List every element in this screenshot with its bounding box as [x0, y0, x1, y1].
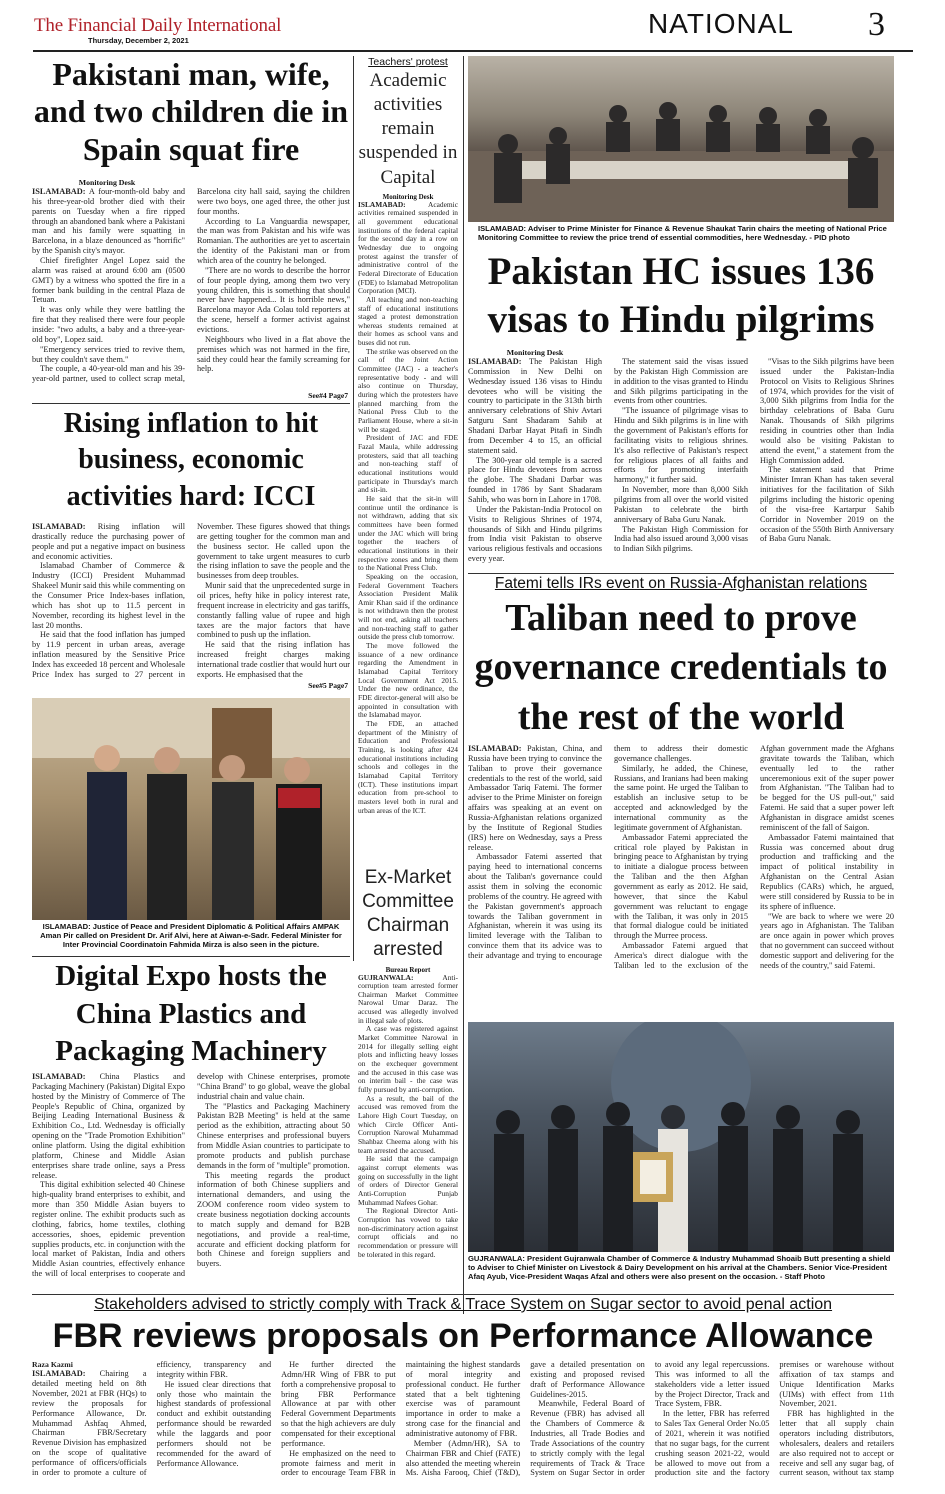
masthead-rule — [33, 50, 913, 52]
fbr-paragraph: He emphasized on the need to promote fairness and merit in order to encourage Team FBR in maintaining the highest standards of moral integrity and professional conduct. He further stated that a belt tightening exercise was of paramount importance in order to make a strong case for the financial and administrative autonomy of FBR. — [281, 1360, 521, 1478]
spain-paragraph: Chief firefighter Angel Lopez said the alarm was raised at around 6:00 am (0500 GMT) by a witness who spotted the fire in a former bank building in the central Plaza de Tetuan. — [32, 256, 185, 305]
spain-paragraph: According to La Vanguardia newspaper, the man was from Pakistan and his wife was Romanian. The authorities are yet to ascertain the identity of the Pakistani man or from which area of the country he belonged. — [197, 216, 350, 266]
teachers-paragraph: He said that the sit-in will continue until the ordinance is not withdrawn, adding that six committees have been formed under the JAC which will bring together the teachers of educational institutions in their respective zones and bring them to the National Press Club. — [358, 493, 458, 573]
masthead — [0, 0, 945, 52]
exmarket-body — [358, 974, 458, 1260]
visas-paragraph: The 300-year old temple is a sacred place for Hindu devotees from across the globe. The Shadani Darbar was founded in 1786 by Sant Shadaram Sahib, who was born in Lahore in 1708. — [468, 455, 602, 505]
exmarket-article — [358, 866, 458, 1286]
teachers-headline: Academic activities remain suspended in Capital — [358, 70, 458, 188]
spain-paragraph: A four-month-old baby and his three-year-old brother died with their parents on Tuesday when a fire ripped through an abandoned bank where a Pakistani man and his family were squatting in Barcelona, in a blaze denounced as "horrific" by the Spanish city's mayor. — [32, 187, 185, 256]
taliban-paragraph: Ambassador Fatemi argued that America's direct dialogue with the Taliban led to the exclusion of the Afghan government made the Afghans gravitate towards the Taliban, which eventually led to the rather unceremonious exit of the super power from Afghanistan. "The Taliban had to be begged for the US pull-out," said Fatemi. He said that a super power left Afghanistan in disgrace amidst scenes reminiscent of the fall of Saigon. — [614, 744, 894, 970]
visas-body — [468, 357, 894, 567]
fbr-paragraph: Meanwhile, Federal Board of Revenue (FBR) has advised all the Chambers of Commerce & Industries, all Trade Bodies and Trade Associations of the country to strictly comply with the legal requirements of Track & Trace System on Sugar Sector in order to avoid any legal repercussions. This was informed to all the stakeholders vide a letter issued by the Project Director, Track and Trace System, FBR. — [530, 1360, 770, 1478]
paper-name: The Financial Daily International — [34, 15, 282, 36]
exmarket-dateline: GUJRANWALA: — [358, 972, 414, 982]
inflation-paragraph: He said that the food inflation has jumped by 11.9 percent in urban areas, average inflation measured by the Sensitive Price Index has exceeded 18 percent and Wholesale Price Index has surged to 27 percent in November. These figures showed that things are getting tougher for the common man and the business sector. He called upon the government to take urgent measures to curb the rising inflation to save the people and the businesses from deep troubles. — [32, 522, 350, 679]
teachers-paragraph: President of JAC and FDE Fazal Maula, while addressing protesters, said that all teaching and non-teaching staff of educational institutions would participate in Thursday's march and sit-in. — [358, 433, 458, 495]
chamber-photo — [468, 1022, 894, 1252]
fbr-paragraph: Chairing a detailed meeting held on 8th November, 2021 at FBR (HQs) to review the proposals for Performance Allowance, Dr. Muhammad Ashfaq Ahmed, Chairman FBR/Secretary Revenue Division has emphasized on the scope of qualitative performance of officers/officials in order to promote a culture of efficiency, transparency and integrity within FBR. — [32, 1360, 272, 1477]
exmarket-paragraph: As a result, the bail of the accused was removed from the Lahore High Court Tuesday, on which Circle Officer Anti-Corruption Narowal Muhammad Shahbaz Cheema along with his team arrested the accused. — [358, 1093, 458, 1155]
taliban-paragraph: Ambassador Fatemi asserted that paying heed to international concerns about the Taliban's governance could assist them in solving the economic problems of the country. He agreed with the Pakistan government's approach towards the Taliban government in Afghanistan, wherein it was using its limited leverage with the Taliban to convince them that its advice was to their advantage and trying to encourage them to address their domestic governance challenges. — [468, 744, 748, 961]
spain-byline: Monitoring Desk — [78, 178, 136, 187]
inflation-article — [32, 522, 350, 690]
teachers-body — [358, 201, 458, 816]
spain-paragraph: The couple, a 40-year-old man and his 39-year-old partner, used to collect scrap metal, Barcelona city hall said, saying the children were two boys, one aged three, the other just four months. — [32, 187, 350, 384]
inflation-paragraph: He said that the rising inflation has increased freight charges making international trade costlier that would hurt our exports. He emphasised that the — [197, 640, 350, 679]
teachers-byline: Monitoring Desk — [382, 192, 434, 201]
visas-paragraph: The statement said that Prime Minister Imran Khan has taken several initiatives for the facilitation of Sikh pilgrims including the historic opening of the visa-free Kartarpur Sahib Corridor in November 2019 on the occasion of the 550th Birth Anniversary of Baba Guru Nanak. — [760, 465, 894, 544]
fbr-paragraph: In the letter, FBR has referred to Sales Tax General Order No.05 of 2021, wherein it was notified that no sugar bags, for the current crushing season 2021-22, would be allowed to move out from a production site and the factory premises or warehouse without affixation of tax stamps and Unique Identification Marks (UIMs) with effect from 11th November, 2021. — [654, 1360, 894, 1478]
expo-dateline: ISLAMABAD: — [32, 1072, 86, 1081]
fbr-kicker: Stakeholders advised to strictly comply with Track & Trace System on Sugar sector to avoid penal action — [93, 1296, 833, 1313]
fbr-body — [32, 1360, 894, 1488]
exmarket-byline: Bureau Report — [385, 965, 431, 974]
visas-byline: Monitoring Desk — [506, 348, 564, 357]
spain-paragraph: "There are no words to describe the horror of four people dying, among them two very young children, this is something that should never have happened... It is horrible news," Barcelona mayor Ada Colau told reporters at the scene, herself a former activist against evictions. — [197, 265, 350, 335]
section-rule — [32, 956, 350, 957]
expo-article — [32, 1072, 350, 1286]
expo-paragraph: China Plastics and Packaging Machinery (Pakistan) Digital Expo hosted by the Ministry of Commerce of The People's Republic of China, organized by Beijing Leading International Business & Exhibition Co., Ltd. Wednesday is officially opening on the "Trade Promotion Exhibition" online platform. Using the digital exhibition platform, Chinese and Middle Asian enterprises share trade online, says a Press release. — [32, 1072, 185, 1180]
section-rule — [468, 573, 894, 574]
teachers-paragraph: Academic activities remained suspended in all government educational institutions of the federal capital for the second day in a row on Wednesday due to ongoing protest against the transfer of administrative control of the Federal Directorate of Education (FDE) to Islamabad Metropolitan Corporation (MCI). — [358, 199, 458, 296]
teachers-kicker: Teachers' protest — [368, 56, 448, 68]
teachers-paragraph: All teaching and non-teaching staff of educational institutions staged a protest demonstration whereas students remained at their homes as school vans and buses did not run. — [358, 294, 458, 348]
visas-paragraph: "Visas to the Sikh pilgrims have been issued under the Pakistan-India Protocol on Visits to Religious Shrines of 1974, which provides for the visit of 3,000 Sikh pilgrims from India for the birthday celebrations of Baba Guru Nanak. Thousands of Sikh pilgrims residing in countries other than India would also be visiting Pakistan to attend the event," a statement from the High Commission added. — [760, 357, 894, 465]
meeting-photo-caption: ISLAMABAD: Adviser to Prime Minister for Finance & Revenue Shaukat Tarin chairs the meeting of National Price Monitoring Committee to review the price trend of essential commodities, here Wednesday. - PID photo — [478, 224, 887, 243]
exmarket-paragraph: Anti-corruption team arrested former Chairman Market Committee Narowal Umar Daraz. The accused was allegedly involved in illegal sale of plots. — [358, 972, 458, 1025]
taliban-dateline: ISLAMABAD: — [468, 744, 522, 753]
visas-paragraph: In November, more than 8,000 Sikh pilgrims from all over the world visited Pakistan to celebrate the birth anniversary of Baba Guru Nanak. — [614, 485, 748, 524]
fbr-paragraph: He further directed the Admn/HR Wing of FBR to put forth a comprehensive proposal to bring FBR Performance Allowance at par with other Federal Government Departments so that the high achievers are duly compensated for their exceptional performance. — [281, 1360, 396, 1448]
president-photo-caption: ISLAMABAD: Justice of Peace and President Diplomatic & Political Affairs AMPAK Aman Pir called on President Dr. Arif Alvi, here at Aiwan-e-Sadr. Federal Minister for Inter Provincial Coordinatoin Fahmida Mirza is also seen in the picture. — [40, 922, 342, 950]
president-photo-art — [32, 698, 350, 920]
inflation-body — [32, 522, 350, 688]
exmarket-headline: Ex-Market Committee Chairman arrested — [362, 867, 454, 961]
fbr-paragraph: He issued clear directions that only those who maintain the highest standards of professional conduct and exhibit outstanding performance should be rewarded while the laggards and poor performers should not be recommended for the award of Performance Allowance. — [156, 1379, 272, 1468]
meeting-photo — [468, 56, 894, 222]
visas-paragraph: The Pakistan High Commission for India had also issued around 3,000 visas to Indian Sikh pilgrims. — [614, 524, 748, 554]
taliban-paragraph: Similarly, he added, the Chinese, Russians, and Iranians had been making the same point. He urged the Taliban to establish an inclusive setup to be accepted and acknowledged by the international community as the legitimate government of Afghanistan. — [614, 763, 748, 832]
taliban-paragraph: Ambassador Fatemi appreciated the critical role played by Pakistan in bringing peace to Afghanistan by trying to initiate a dialogue process between the Taliban and the then Afghan government as early as 2012. He said, however, that since the Kabul government was reluctant to engage with the Taliban, it was only in 2015 that formal dialogue could be initiated through the Murree process. — [614, 832, 748, 941]
chamber-photo-caption: GUJRANWALA: President Gujranwala Chamber of Commerce & Industry Muhammad Shoaib Butt presenting a shield to Adviser to Chief Minister on Livestock & Dairy Development on his arrival at the Chambers. Senior Vice-President Afaq Ayub, Vice-President Waqas Afzal and others were also present on the occasion. - Staff Photo — [468, 1254, 891, 1282]
teachers-dateline: ISLAMABAD: — [358, 199, 406, 209]
teachers-paragraph: Speaking on the occasion, Federal Government Teachers Association President Malik Amir Khan said if the ordinance is not withdrawn then the protest will not end, asking all teachers and non-teaching staff to gather outside the press club tomorrow. — [358, 571, 458, 642]
visas-paragraph: Under the Pakistan-India Protocol on Visits to Religious Shrines of 1974, thousands of Sikh and Hindu pilgrims from India visit Pakistan to observe various religious festivals and occasions every year. — [468, 504, 602, 564]
fbr-byline: Raza Kazmi — [32, 1360, 73, 1369]
teachers-paragraph: The move followed the issuance of a new ordinance regarding the Amendment in Islamabad Capital Territory Local Government Act 2015. Under the new ordinance, the FDE director-general will also be appointed in consultation with the Islamabad mayor. — [358, 641, 458, 720]
spain-headline: Pakistani man, wife, and two children die in Spain squat fire — [33, 56, 349, 167]
section-rule — [32, 403, 350, 404]
taliban-paragraph: Ambassador Fatemi maintained that Russia was concerned about drug production and trafficking and the impact of political instability in Afghanistan on the Central Asian Republics (CARs) which, he argued, were still considered by Russia to be in its sphere of influence. — [760, 832, 894, 911]
spain-paragraph: It was only while they were battling the fire that they realised there were four people inside: "two adults, a baby and a three-year-old boy", Lopez said. — [32, 305, 185, 344]
taliban-kicker: Fatemi tells IRs event on Russia-Afghanistan relations — [494, 575, 868, 592]
visas-paragraph: The statement said the visas issued by the Pakistan High Commission are in addition to the visas granted to Hindu and Sikh pilgrims participating in the events from other countries. — [614, 357, 748, 406]
inflation-paragraph: Rising inflation will drastically reduce the purchasing power of people and put a negative impact on business and economic activities. — [32, 522, 185, 561]
chamber-photo-art — [468, 1022, 894, 1252]
taliban-body — [468, 744, 894, 1012]
section-rule — [32, 1294, 894, 1295]
fbr-headline: FBR reviews proposals on Performance Allowance — [52, 1317, 874, 1355]
spain-dateline: ISLAMABAD: — [32, 187, 86, 196]
taliban-article — [468, 744, 894, 1014]
taliban-headline: Taliban need to prove governance credentials to the rest of the world — [474, 597, 888, 738]
column-rule — [353, 56, 354, 961]
president-photo — [32, 698, 350, 920]
exmarket-paragraph: He said that the campaign against corrupt elements was going on successfully in the light of orders of Director General Anti-Corruption Punjab Muhammad Nafees Gohar. — [358, 1154, 458, 1207]
column-rule — [463, 56, 464, 1314]
teachers-article — [358, 56, 458, 961]
fbr-paragraph: Member (Admn/HR), SA to Chairman FBR and Chief (FATE) also attended the meeting wherein Ms. Aisha Farooq, Chief (T&D), gave a detailed presentation on existing and proposed revised draft of Performance Allowance Guidelines-2015. — [405, 1360, 645, 1478]
expo-body — [32, 1072, 350, 1284]
inflation-headline: Rising inflation to hit business, economic activities hard: ICCI — [63, 408, 319, 512]
spain-article — [32, 178, 350, 400]
exmarket-paragraph: A case was registered against Market Committee Narowal in 2014 for illegally selling eight plots and inflicting heavy losses on the exchequer government and the accused in this case was on interim bail - the case was fully pursued by anti-corruption. — [358, 1024, 458, 1095]
expo-paragraph: This meeting regards the product information of both Chinese suppliers and international demanders, and using the ZOOM conference room video system to create business negotiation docking accounts to match supply and demand for B2B negotiations, and provide a real-time, accurate and efficient docking platform for both Chinese and foreign suppliers and buyers. — [197, 1170, 350, 1269]
page-number: 3 — [868, 6, 885, 43]
expo-headline: Digital Expo hosts the China Plastics and Packaging Machinery — [55, 960, 327, 1068]
fbr-paragraph: FBR has highlighted in the letter that all supply chain operators including distributors, wholesalers, dealers and retailers are also required not to accept or receive and sell any sugar bag, of current season, without tax stamp — [779, 1409, 894, 1478]
visas-paragraph: The Pakistan High Commission in New Delhi on Wednesday issued 136 visas to Hindu devotees who will be visiting the country to participate in the 313th birth anniversary celebrations of Shiv Avtari Satguru Sant Shadaram Sahib at Shadani Darbar Hayat Pitafi in Sindh from December 4 to 15, an official statement said. — [468, 357, 602, 455]
spain-body — [32, 187, 350, 387]
spain-paragraph: "Emergency services tried to revive them, but they couldn't save them." — [32, 344, 185, 364]
fbr-dateline: ISLAMABAD: — [32, 1369, 86, 1379]
inflation-see-more: See#5 Page7 — [304, 681, 348, 690]
teachers-paragraph: The strike was observed on the call of the Joint Action Committee (JAC) - a teacher's representative body - and will also continue on Thursday, during which the protesters have planned marching from the National Press Club to the Parliament House, where a sit-in will be staged. — [358, 346, 458, 434]
fbr-article — [32, 1360, 894, 1490]
inflation-paragraph: Munir said that the unprecedented surge in oil prices, hefty hike in policy interest rate, frequent increase in electricity and gas tariffs, constantly falling value of rupee and high taxes are the major factors that have combined to push up the inflation. — [197, 581, 350, 640]
inflation-dateline: ISLAMABAD: — [32, 522, 86, 531]
visas-dateline: ISLAMABAD: — [468, 357, 522, 366]
teachers-paragraph: The FDE, an attached department of the Ministry of Education and Professional Training, is looking after 424 educational institutions including schools and colleges in the Islamabad Capital Territory (ICT). These institutions impart education from pre-school to masters level both in rural and urban areas of the ICT. — [358, 719, 458, 815]
spain-paragraph: Neighbours who lived in a flat above the premises which was not harmed in the fire, said they could hear the family screaming for help. — [197, 334, 350, 374]
visas-article — [468, 348, 894, 570]
expo-paragraph: This digital exhibition selected 40 Chinese high-quality brand enterprises to exhibit, and more than 350 Middle Asian buyers to register online. The exhibit products such as clothing, fabrics, home textiles, clothing accessories, shoes, epidemic prevention supplies products, etc. in conjunction with the local market of Pakistan, India and others Middle Asian countries, effectively enhance the will of local enterprises to cooperate and develop with Chinese enterprises, promote "China Brand" to go global, weave the global industrial chain and value chain. — [32, 1072, 350, 1279]
taliban-paragraph: Pakistan, China, and Russia have been trying to convince the Taliban to prove their governance credentials to the rest of the world, said Ambassador Tariq Fatemi. The former adviser to the Prime Minister on foreign affairs was speaking at an event on Russia-Afghanistan relations organized by the Institute of Regional Studies (IRS) here on Wednesday, says a Press release. — [468, 744, 602, 852]
section-title: NATIONAL — [648, 8, 794, 39]
issue-date: Thursday, December 2, 2021 — [88, 36, 189, 45]
inflation-paragraph: Islamabad Chamber of Commerce & Industry (ICCI) President Muhammad Shakeel Munir said this while commenting on the Consumer Price Index-bases inflation, which has shot up to 11.5 percent in November, recording its highest level in the last 20 months. — [32, 561, 186, 630]
spain-see-more: See#4 Page7 — [304, 391, 348, 400]
visas-paragraph: "The issuance of pilgrimage visas to Hindu and Sikh pilgrims is in line with the government of Pakistan's efforts for facilitating visits to religious shrines. It's also reflective of Pakistan's respect for religious places of all faiths and efforts for promoting interfaith harmony," it further said. — [614, 406, 748, 485]
visas-headline: Pakistan HC issues 136 visas to Hindu pilgrims — [487, 250, 875, 342]
taliban-paragraph: "We are back to where we were 20 years ago in Afghanistan. The Taliban are once again in power which proves that no government can succeed without domestic support and delivering for the needs of the country," said Fatemi. — [760, 911, 894, 970]
expo-paragraph: The "Plastics and Packaging Machinery Pakistan B2B Meeting" is held at the same period as the exhibition, attracting about 50 Chinese enterprises and professional buyers from Middle Asian countries to participate to promote products and publish purchase demands in the form of "multiple" promotion. — [197, 1101, 350, 1170]
exmarket-paragraph: The Regional Director Anti-Corruption has vowed to take non-discriminatory action against corrupt officials and no recommendation or pressure will be tolerated in this regard. — [358, 1206, 458, 1259]
meeting-photo-art — [468, 56, 894, 222]
